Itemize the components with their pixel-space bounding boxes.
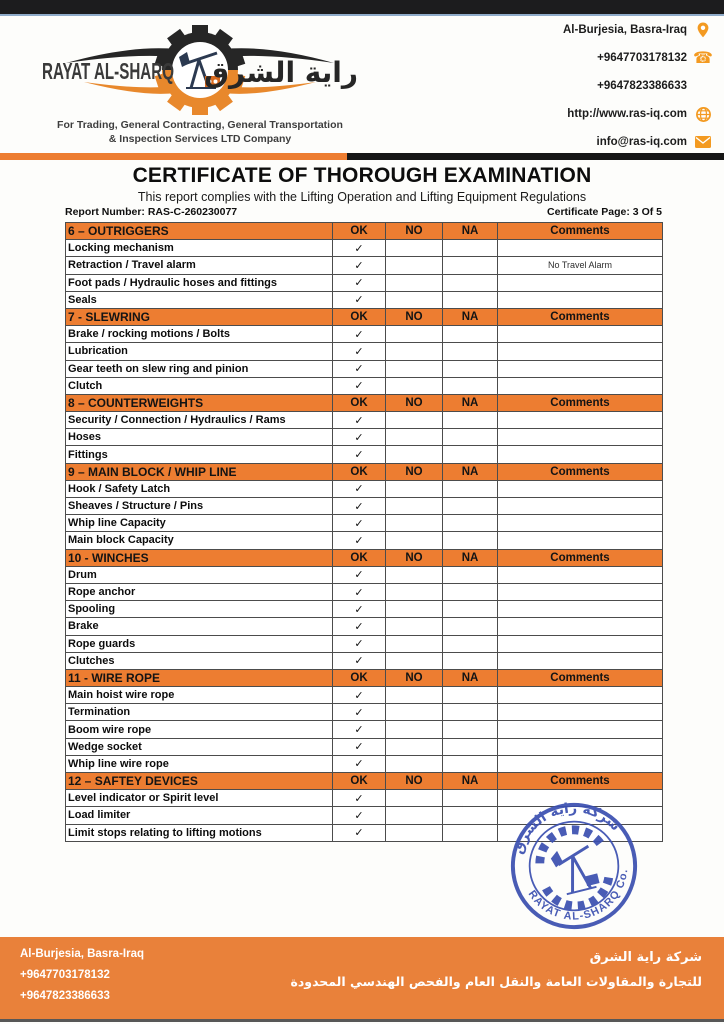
ok-cell: ✓: [333, 360, 386, 377]
ok-cell: ✓: [333, 601, 386, 618]
section-header-row: [66, 223, 663, 240]
na-cell: [443, 429, 498, 446]
column-header-na: NA: [443, 308, 498, 325]
na-cell: [443, 790, 498, 807]
na-cell: [443, 291, 498, 308]
na-cell: [443, 515, 498, 532]
section-header-row: [66, 308, 663, 325]
column-header-ok: OK: [333, 463, 386, 480]
column-header-na: NA: [443, 549, 498, 566]
checklist-row: [66, 412, 663, 429]
no-cell: [386, 240, 443, 257]
ok-cell: ✓: [333, 738, 386, 755]
ok-cell: ✓: [333, 343, 386, 360]
column-header-comments: Comments: [498, 223, 663, 240]
na-cell: [443, 480, 498, 497]
checklist-row: [66, 687, 663, 704]
na-cell: [443, 532, 498, 549]
ok-cell: ✓: [333, 377, 386, 394]
no-cell: [386, 687, 443, 704]
item-label: Foot pads / Hydraulic hoses and fittings: [66, 274, 333, 291]
item-label: Sheaves / Structure / Pins: [66, 498, 333, 515]
ok-cell: ✓: [333, 687, 386, 704]
na-cell: [443, 755, 498, 772]
comment-cell: [498, 377, 663, 394]
ok-cell: ✓: [333, 515, 386, 532]
section-title: 11 - WIRE ROPE: [66, 669, 333, 686]
checklist-row: [66, 721, 663, 738]
stamp-pumpjack-icon: [556, 846, 599, 894]
item-label: Security / Connection / Hydraulics / Rams: [66, 412, 333, 429]
no-cell: [386, 360, 443, 377]
na-cell: [443, 687, 498, 704]
no-cell: [386, 790, 443, 807]
checklist-row: [66, 429, 663, 446]
ok-cell: ✓: [333, 635, 386, 652]
comment-cell: [498, 429, 663, 446]
location-pin-icon: [694, 22, 712, 38]
checklist-row: [66, 515, 663, 532]
checklist-row: [66, 566, 663, 583]
na-cell: [443, 652, 498, 669]
na-cell: [443, 446, 498, 463]
column-header-no: NO: [386, 549, 443, 566]
column-header-comments: Comments: [498, 549, 663, 566]
column-header-ok: OK: [333, 773, 386, 790]
report-number: Report Number: RAS-C-260230077: [65, 206, 238, 218]
no-cell: [386, 291, 443, 308]
no-cell: [386, 583, 443, 600]
no-cell: [386, 566, 443, 583]
footer-band: [0, 937, 724, 1019]
item-label: Seals: [66, 291, 333, 308]
ok-cell: ✓: [333, 790, 386, 807]
item-label: Locking mechanism: [66, 240, 333, 257]
checklist-row: [66, 240, 663, 257]
no-cell: [386, 257, 443, 274]
comment-cell: [498, 360, 663, 377]
comment-cell: [498, 566, 663, 583]
column-header-na: NA: [443, 394, 498, 411]
section-header-row: [66, 463, 663, 480]
ok-cell: ✓: [333, 807, 386, 824]
ok-cell: ✓: [333, 480, 386, 497]
na-cell: [443, 618, 498, 635]
company-logo-block: [38, 18, 362, 147]
comment-cell: [498, 274, 663, 291]
checklist-row: [66, 446, 663, 463]
na-cell: [443, 360, 498, 377]
column-header-comments: Comments: [498, 669, 663, 686]
column-header-na: NA: [443, 773, 498, 790]
checklist-row: [66, 652, 663, 669]
bottom-rule: [0, 1019, 724, 1022]
comment-cell: [498, 687, 663, 704]
contact-website: [462, 100, 712, 128]
column-header-ok: OK: [333, 223, 386, 240]
checklist-row: [66, 498, 663, 515]
header-divider: [0, 153, 724, 160]
envelope-icon: [694, 136, 712, 148]
no-cell: [386, 377, 443, 394]
section-title: 7 - SLEWRING: [66, 308, 333, 325]
no-cell: [386, 824, 443, 841]
item-label: Gear teeth on slew ring and pinion: [66, 360, 333, 377]
ok-cell: ✓: [333, 326, 386, 343]
tagline-line-2: & Inspection Services LTD Company: [108, 132, 292, 145]
comment-cell: [498, 480, 663, 497]
page-title: CERTIFICATE OF THOROUGH EXAMINATION: [132, 164, 592, 187]
na-cell: [443, 240, 498, 257]
item-label: Whip line wire rope: [66, 755, 333, 772]
ok-cell: ✓: [333, 274, 386, 291]
contact-block: [462, 16, 712, 156]
comment-cell: [498, 498, 663, 515]
ok-cell: ✓: [333, 618, 386, 635]
comment-cell: [498, 738, 663, 755]
na-cell: [443, 635, 498, 652]
report-meta-row: [65, 206, 662, 218]
company-name-ar: راية الشرق: [203, 56, 358, 89]
no-cell: [386, 412, 443, 429]
footer-address: Al-Burjesia, Basra-Iraq: [20, 948, 144, 960]
column-header-no: NO: [386, 463, 443, 480]
item-label: Level indicator or Spirit level: [66, 790, 333, 807]
ok-cell: ✓: [333, 291, 386, 308]
globe-icon: [694, 107, 712, 122]
na-cell: [443, 738, 498, 755]
column-header-comments: Comments: [498, 773, 663, 790]
tagline-line-1: For Trading, General Contracting, General Transportation: [57, 119, 343, 131]
item-label: Brake: [66, 618, 333, 635]
comment-cell: [498, 652, 663, 669]
no-cell: [386, 755, 443, 772]
website-link[interactable]: http://www.ras-iq.com: [567, 108, 687, 120]
comment-cell: [498, 446, 663, 463]
footer-phone-2: +9647823386633: [20, 990, 110, 1002]
item-label: Lubrication: [66, 343, 333, 360]
checklist-row: [66, 360, 663, 377]
section-title: 6 – OUTRIGGERS: [66, 223, 333, 240]
section-header-row: [66, 669, 663, 686]
na-cell: [443, 343, 498, 360]
ok-cell: ✓: [333, 429, 386, 446]
no-cell: [386, 274, 443, 291]
contact-phone-1: [462, 44, 712, 72]
comment-cell: [498, 583, 663, 600]
item-label: Clutch: [66, 377, 333, 394]
company-name-en: RAYAT AL-SHARQ: [42, 58, 174, 84]
column-header-na: NA: [443, 223, 498, 240]
column-header-no: NO: [386, 308, 443, 325]
column-header-ok: OK: [333, 549, 386, 566]
na-cell: [443, 326, 498, 343]
no-cell: [386, 652, 443, 669]
contact-address: [462, 16, 712, 44]
checklist-row: [66, 601, 663, 618]
no-cell: [386, 738, 443, 755]
item-label: Rope guards: [66, 635, 333, 652]
column-header-na: NA: [443, 463, 498, 480]
company-tagline: [38, 119, 362, 147]
address-text: Al-Burjesia, Basra-Iraq: [563, 24, 687, 36]
stamp-english-text: RAYAT AL-SHARQ Co.: [525, 867, 631, 923]
checklist-row: [66, 274, 663, 291]
top-black-bar: [0, 0, 724, 16]
ok-cell: ✓: [333, 566, 386, 583]
column-header-no: NO: [386, 669, 443, 686]
column-header-na: NA: [443, 669, 498, 686]
certificate-page: Certificate Page: 3 Of 5: [547, 206, 662, 218]
no-cell: [386, 618, 443, 635]
no-cell: [386, 343, 443, 360]
comment-cell: [498, 601, 663, 618]
ok-cell: ✓: [333, 446, 386, 463]
section-header-row: [66, 549, 663, 566]
item-label: Termination: [66, 704, 333, 721]
no-cell: [386, 601, 443, 618]
checklist-row: [66, 480, 663, 497]
na-cell: [443, 377, 498, 394]
na-cell: [443, 824, 498, 841]
column-header-no: NO: [386, 223, 443, 240]
comment-cell: [498, 412, 663, 429]
column-header-ok: OK: [333, 394, 386, 411]
ok-cell: ✓: [333, 721, 386, 738]
checklist-row: [66, 583, 663, 600]
comment-cell: No Travel Alarm: [498, 257, 663, 274]
comment-cell: [498, 291, 663, 308]
item-label: Main block Capacity: [66, 532, 333, 549]
checklist-table-body: [66, 223, 663, 842]
ok-cell: ✓: [333, 704, 386, 721]
item-label: Spooling: [66, 601, 333, 618]
no-cell: [386, 807, 443, 824]
na-cell: [443, 601, 498, 618]
item-label: Clutches: [66, 652, 333, 669]
comment-cell: [498, 515, 663, 532]
section-header-row: [66, 773, 663, 790]
checklist-row: [66, 257, 663, 274]
ok-cell: ✓: [333, 257, 386, 274]
na-cell: [443, 807, 498, 824]
no-cell: [386, 429, 443, 446]
item-label: Load limiter: [66, 807, 333, 824]
ok-cell: ✓: [333, 652, 386, 669]
item-label: Main hoist wire rope: [66, 687, 333, 704]
ok-cell: ✓: [333, 532, 386, 549]
item-label: Rope anchor: [66, 583, 333, 600]
checklist-row: [66, 291, 663, 308]
no-cell: [386, 704, 443, 721]
checklist-row: [66, 618, 663, 635]
section-title: 10 - WINCHES: [66, 549, 333, 566]
comment-cell: [498, 326, 663, 343]
company-logo: [38, 18, 362, 118]
no-cell: [386, 635, 443, 652]
no-cell: [386, 446, 443, 463]
item-label: Drum: [66, 566, 333, 583]
footer-contact-block: [20, 944, 144, 1007]
item-label: Whip line Capacity: [66, 515, 333, 532]
item-label: Wedge socket: [66, 738, 333, 755]
footer-company-name-ar: شركة راية الشرق: [589, 950, 702, 965]
ok-cell: ✓: [333, 755, 386, 772]
checklist-row: [66, 704, 663, 721]
footer-phone-1: +9647703178132: [20, 969, 110, 981]
item-label: Fittings: [66, 446, 333, 463]
phone-2-text: +9647823386633: [597, 80, 687, 92]
checklist-row: [66, 532, 663, 549]
ok-cell: ✓: [333, 498, 386, 515]
no-cell: [386, 515, 443, 532]
section-header-row: [66, 394, 663, 411]
column-header-comments: Comments: [498, 308, 663, 325]
contact-email: [462, 128, 712, 156]
na-cell: [443, 704, 498, 721]
column-header-no: NO: [386, 394, 443, 411]
na-cell: [443, 498, 498, 515]
comment-cell: [498, 532, 663, 549]
section-title: 12 – SAFTEY DEVICES: [66, 773, 333, 790]
no-cell: [386, 721, 443, 738]
na-cell: [443, 257, 498, 274]
page-subtitle: This report complies with the Lifting Operation and Lifting Equipment Regulations: [137, 190, 587, 204]
item-label: Brake / rocking motions / Bolts: [66, 326, 333, 343]
checklist-row: [66, 755, 663, 772]
column-header-ok: OK: [333, 308, 386, 325]
checklist-row: [66, 738, 663, 755]
no-cell: [386, 326, 443, 343]
item-label: Hook / Safety Latch: [66, 480, 333, 497]
contact-phone-2: [462, 72, 712, 100]
checklist-row: [66, 343, 663, 360]
item-label: Retraction / Travel alarm: [66, 257, 333, 274]
na-cell: [443, 566, 498, 583]
section-title: 8 – COUNTERWEIGHTS: [66, 394, 333, 411]
section-title: 9 – MAIN BLOCK / WHIP LINE: [66, 463, 333, 480]
no-cell: [386, 532, 443, 549]
footer-company-arabic: [291, 946, 703, 994]
checklist-row: [66, 326, 663, 343]
checklist-table: [65, 222, 663, 842]
no-cell: [386, 498, 443, 515]
ok-cell: ✓: [333, 412, 386, 429]
comment-cell: [498, 635, 663, 652]
footer-company-desc-ar: للتجارة والمقاولات العامة والنقل العام والفحص الهندسي المحدودة: [290, 974, 702, 989]
na-cell: [443, 583, 498, 600]
ok-cell: ✓: [333, 583, 386, 600]
ok-cell: ✓: [333, 824, 386, 841]
comment-cell: [498, 343, 663, 360]
column-header-comments: Comments: [498, 394, 663, 411]
phone-1-text: +9647703178132: [597, 52, 687, 64]
comment-cell: [498, 240, 663, 257]
na-cell: [443, 721, 498, 738]
phone-icon: ☎: [693, 48, 713, 67]
checklist-row: [66, 635, 663, 652]
comment-cell: [498, 721, 663, 738]
email-link[interactable]: info@ras-iq.com: [596, 136, 687, 148]
checklist-row: [66, 377, 663, 394]
item-label: Boom wire rope: [66, 721, 333, 738]
comment-cell: [498, 704, 663, 721]
item-label: Limit stops relating to lifting motions: [66, 824, 333, 841]
no-cell: [386, 480, 443, 497]
comment-cell: [498, 755, 663, 772]
na-cell: [443, 274, 498, 291]
item-label: Hoses: [66, 429, 333, 446]
column-header-ok: OK: [333, 669, 386, 686]
comment-cell: [498, 618, 663, 635]
na-cell: [443, 412, 498, 429]
column-header-no: NO: [386, 773, 443, 790]
ok-cell: ✓: [333, 240, 386, 257]
column-header-comments: Comments: [498, 463, 663, 480]
stamp-arabic-text: شركة راية الشرق: [510, 800, 624, 856]
